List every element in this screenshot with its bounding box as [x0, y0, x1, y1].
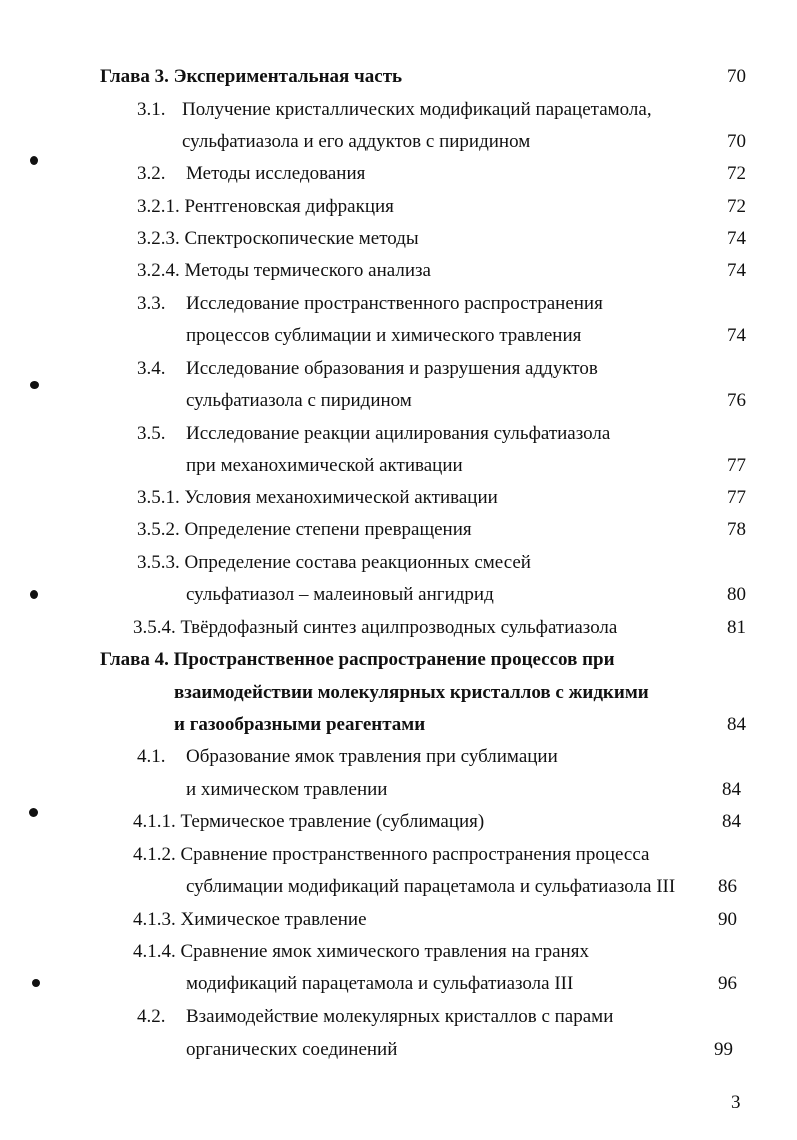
toc-section-number: 3.3.: [137, 293, 166, 314]
toc-page-number: 84: [727, 714, 746, 735]
toc-section-number: 4.1.: [137, 746, 166, 767]
toc-section-number: 4.2.: [137, 1006, 166, 1027]
toc-subsection: 3.2.3. Спектроскопические методы: [137, 228, 419, 249]
toc-subsection: 4.1.2. Сравнение пространственного распространения процесса: [133, 844, 650, 865]
binder-hole-mark: [29, 808, 38, 817]
toc-section-title: сульфатиазол – малеиновый ангидрид: [186, 584, 494, 605]
toc-page-number: 86: [718, 876, 737, 897]
toc-section-title: сульфатиазола и его аддуктов с пиридином: [182, 131, 531, 152]
toc-subsection: 4.1.4. Сравнение ямок химического травления на гранях: [133, 941, 589, 962]
toc-section-number: 3.2.: [137, 163, 166, 184]
toc-page-number: 77: [727, 455, 746, 476]
toc-page-number: 77: [727, 487, 746, 508]
toc-section-title: Исследование реакции ацилирования сульфатиазола: [186, 423, 611, 444]
toc-section-title: сублимации модификаций парацетамола и сульфатиазола III: [186, 876, 676, 897]
toc-chapter-heading: Глава 4. Пространственное распространение процессов при: [100, 649, 615, 670]
toc-subsection: 3.5.3. Определение состава реакционных смесей: [137, 552, 531, 573]
toc-page-number: 90: [718, 909, 737, 930]
toc-page-number: 70: [727, 66, 746, 87]
toc-section-title: Получение кристаллических модификаций парацетамола,: [182, 99, 652, 120]
toc-section-title: Методы исследования: [186, 163, 366, 184]
toc-subsection: 4.1.1. Термическое травление (сублимация): [133, 811, 485, 832]
page-number: 3: [731, 1092, 741, 1113]
toc-section-number: 3.4.: [137, 358, 166, 379]
toc-page-number: 81: [727, 617, 746, 638]
toc-page-number: 99: [714, 1039, 733, 1060]
toc-page-number: 72: [727, 196, 746, 217]
toc-page-number: 78: [727, 519, 746, 540]
toc-chapter-heading: и газообразными реагентами: [174, 714, 426, 735]
toc-page-number: 80: [727, 584, 746, 605]
toc-section-title: Исследование пространственного распространения: [186, 293, 603, 314]
toc-page-number: 70: [727, 131, 746, 152]
toc-page-number: 84: [722, 779, 741, 800]
toc-section-title: при механохимической активации: [186, 455, 463, 476]
binder-hole-mark: [30, 381, 39, 389]
toc-section-title: и химическом травлении: [186, 779, 388, 800]
toc-section-number: 3.5.: [137, 423, 166, 444]
toc-subsection: 3.5.2. Определение степени превращения: [137, 519, 472, 540]
toc-chapter-heading: Глава 3. Экспериментальная часть: [100, 66, 403, 87]
toc-page-number: 74: [727, 325, 746, 346]
toc-chapter-heading: взаимодействии молекулярных кристаллов с жидкими: [174, 682, 649, 703]
toc-page-number: 72: [727, 163, 746, 184]
toc-section-title: модификаций парацетамола и сульфатиазола III: [186, 973, 574, 994]
binder-hole-mark: [30, 590, 38, 599]
binder-hole-mark: [30, 156, 38, 165]
toc-subsection: 4.1.3. Химическое травление: [133, 909, 367, 930]
binder-hole-mark: [32, 979, 40, 987]
toc-section-title: процессов сублимации и химического травления: [186, 325, 582, 346]
toc-section-title: Образование ямок травления при сублимации: [186, 746, 558, 767]
toc-subsection: 3.5.4. Твёрдофазный синтез ацилпрозводных сульфатиазола: [133, 617, 618, 638]
toc-page-number: 74: [727, 260, 746, 281]
toc-page-number: 96: [718, 973, 737, 994]
toc-subsection: 3.2.4. Методы термического анализа: [137, 260, 431, 281]
toc-section-title: сульфатиазола с пиридином: [186, 390, 412, 411]
toc-section-title: органических соединений: [186, 1039, 398, 1060]
toc-subsection: 3.5.1. Условия механохимической активации: [137, 487, 498, 508]
toc-page-number: 74: [727, 228, 746, 249]
toc-section-title: Взаимодействие молекулярных кристаллов с парами: [186, 1006, 614, 1027]
toc-section-number: 3.1.: [137, 99, 166, 120]
toc-subsection: 3.2.1. Рентгеновская дифракция: [137, 196, 394, 217]
toc-page-number: 84: [722, 811, 741, 832]
toc-section-title: Исследование образования и разрушения аддуктов: [186, 358, 598, 379]
toc-page-number: 76: [727, 390, 746, 411]
